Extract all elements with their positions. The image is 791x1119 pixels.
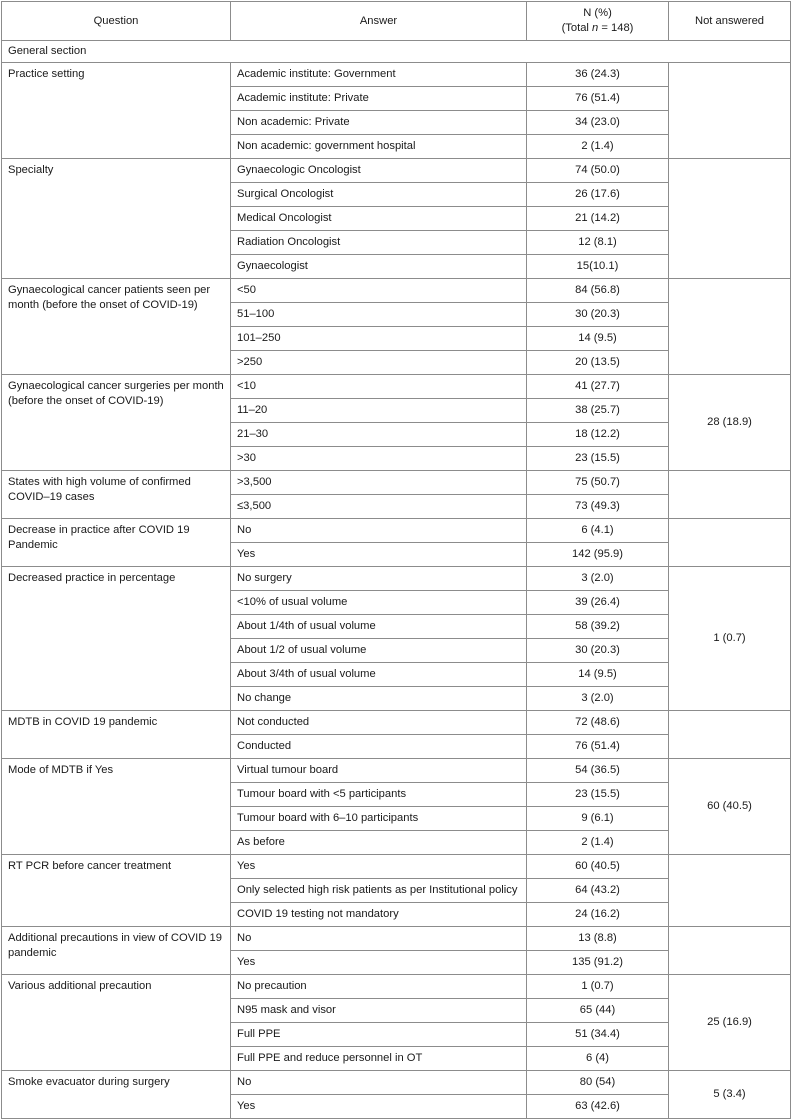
count-cell: 60 (40.5) <box>527 855 669 879</box>
count-cell: 1 (0.7) <box>527 975 669 999</box>
total-label: (Total n = 148) <box>561 22 634 34</box>
not-answered-cell: 60 (40.5) <box>669 759 791 855</box>
count-cell: 12 (8.1) <box>527 231 669 255</box>
table-row <box>2 975 791 999</box>
answer-cell: ≤3,500 <box>231 495 527 519</box>
answer-cell: As before <box>231 831 527 855</box>
count-cell: 76 (51.4) <box>527 735 669 759</box>
count-cell: 14 (9.5) <box>527 663 669 687</box>
count-cell: 76 (51.4) <box>527 87 669 111</box>
count-cell: 14 (9.5) <box>527 327 669 351</box>
not-answered-cell <box>669 711 791 759</box>
count-cell: 73 (49.3) <box>527 495 669 519</box>
count-cell: 23 (15.5) <box>527 783 669 807</box>
answer-cell: 51–100 <box>231 303 527 327</box>
question-cell: Specialty <box>2 159 231 279</box>
count-cell: 34 (23.0) <box>527 111 669 135</box>
answer-cell: Academic institute: Private <box>231 87 527 111</box>
answer-cell: <50 <box>231 279 527 303</box>
question-cell: MDTB in COVID 19 pandemic <box>2 711 231 759</box>
question-column-header: Question <box>2 2 231 41</box>
answer-cell: Gynaecologist <box>231 255 527 279</box>
question-cell: Additional precautions in view of COVID 19 pandemic <box>2 927 231 975</box>
table-row <box>2 471 791 495</box>
not-answered-cell: 1 (0.7) <box>669 567 791 711</box>
answer-cell: <10 <box>231 375 527 399</box>
table-header <box>2 2 791 41</box>
answer-cell: <10% of usual volume <box>231 591 527 615</box>
question-cell: Gynaecological cancer patients seen per month (before the onset of COVID-19) <box>2 279 231 375</box>
count-cell: 142 (95.9) <box>527 543 669 567</box>
count-cell: 74 (50.0) <box>527 159 669 183</box>
header-row <box>2 2 791 41</box>
count-cell: 38 (25.7) <box>527 399 669 423</box>
not-answered-cell <box>669 855 791 927</box>
question-cell: Mode of MDTB if Yes <box>2 759 231 855</box>
count-cell: 15(10.1) <box>527 255 669 279</box>
count-header-label: N (%) <box>583 7 612 19</box>
answer-cell: Surgical Oncologist <box>231 183 527 207</box>
count-cell: 39 (26.4) <box>527 591 669 615</box>
answer-cell: >30 <box>231 447 527 471</box>
count-cell: 75 (50.7) <box>527 471 669 495</box>
answer-cell: About 1/4th of usual volume <box>231 615 527 639</box>
not-answered-cell <box>669 159 791 279</box>
count-cell: 84 (56.8) <box>527 279 669 303</box>
answer-cell: Tumour board with <5 participants <box>231 783 527 807</box>
answer-cell: Gynaecologic Oncologist <box>231 159 527 183</box>
question-cell: States with high volume of confirmed COVID–19 cases <box>2 471 231 519</box>
answer-cell: N95 mask and visor <box>231 999 527 1023</box>
count-cell: 20 (13.5) <box>527 351 669 375</box>
count-column-header <box>527 2 669 41</box>
answer-cell: About 1/2 of usual volume <box>231 639 527 663</box>
answer-cell: 11–20 <box>231 399 527 423</box>
answer-cell: No <box>231 927 527 951</box>
not-answered-column-header: Not answered <box>669 2 791 41</box>
not-answered-cell <box>669 279 791 375</box>
count-cell: 9 (6.1) <box>527 807 669 831</box>
answer-cell: No change <box>231 687 527 711</box>
answer-cell: Non academic: government hospital <box>231 135 527 159</box>
count-cell: 2 (1.4) <box>527 831 669 855</box>
answer-cell: Non academic: Private <box>231 111 527 135</box>
answer-cell: Yes <box>231 951 527 975</box>
not-answered-cell <box>669 63 791 159</box>
count-cell: 13 (8.8) <box>527 927 669 951</box>
answer-cell: Tumour board with 6–10 participants <box>231 807 527 831</box>
table-row <box>2 375 791 399</box>
answer-cell: Yes <box>231 543 527 567</box>
count-cell: 18 (12.2) <box>527 423 669 447</box>
answer-cell: No precaution <box>231 975 527 999</box>
table-row <box>2 567 791 591</box>
count-cell: 23 (15.5) <box>527 447 669 471</box>
question-cell: RT PCR before cancer treatment <box>2 855 231 927</box>
answer-cell: Radiation Oncologist <box>231 231 527 255</box>
table-row <box>2 855 791 879</box>
table-row <box>2 63 791 87</box>
count-cell: 135 (91.2) <box>527 951 669 975</box>
answer-cell: >3,500 <box>231 471 527 495</box>
not-answered-cell: 28 (18.9) <box>669 375 791 471</box>
question-cell: Gynaecological cancer surgeries per month (before the onset of COVID-19) <box>2 375 231 471</box>
table-body <box>2 41 791 1119</box>
answer-cell: No <box>231 519 527 543</box>
table-row <box>2 927 791 951</box>
answer-cell: No <box>231 1071 527 1095</box>
answer-cell: Virtual tumour board <box>231 759 527 783</box>
answer-cell: 101–250 <box>231 327 527 351</box>
question-cell: Decreased practice in percentage <box>2 567 231 711</box>
count-cell: 54 (36.5) <box>527 759 669 783</box>
not-answered-cell: 25 (16.9) <box>669 975 791 1071</box>
not-answered-cell <box>669 927 791 975</box>
count-cell: 36 (24.3) <box>527 63 669 87</box>
count-cell: 6 (4) <box>527 1047 669 1071</box>
answer-cell: Full PPE and reduce personnel in OT <box>231 1047 527 1071</box>
count-cell: 30 (20.3) <box>527 303 669 327</box>
not-answered-cell: 5 (3.4) <box>669 1071 791 1119</box>
answer-cell: Only selected high risk patients as per Institutional policy <box>231 879 527 903</box>
table-row <box>2 279 791 303</box>
answer-cell: COVID 19 testing not mandatory <box>231 903 527 927</box>
answer-cell: Conducted <box>231 735 527 759</box>
answer-cell: Academic institute: Government <box>231 63 527 87</box>
not-answered-cell <box>669 519 791 567</box>
count-cell: 80 (54) <box>527 1071 669 1095</box>
count-cell: 3 (2.0) <box>527 567 669 591</box>
total-n-symbol: n <box>592 22 599 34</box>
count-cell: 72 (48.6) <box>527 711 669 735</box>
question-cell: Smoke evacuator during surgery <box>2 1071 231 1119</box>
table-row <box>2 519 791 543</box>
answer-cell: >250 <box>231 351 527 375</box>
answer-cell: Yes <box>231 1095 527 1119</box>
count-cell: 58 (39.2) <box>527 615 669 639</box>
not-answered-cell <box>669 471 791 519</box>
table-row <box>2 159 791 183</box>
question-cell: Practice setting <box>2 63 231 159</box>
count-cell: 21 (14.2) <box>527 207 669 231</box>
answer-column-header: Answer <box>231 2 527 41</box>
table-row <box>2 711 791 735</box>
answer-cell: Yes <box>231 855 527 879</box>
count-cell: 30 (20.3) <box>527 639 669 663</box>
count-cell: 65 (44) <box>527 999 669 1023</box>
survey-results-table <box>1 1 791 1119</box>
count-cell: 41 (27.7) <box>527 375 669 399</box>
count-cell: 63 (42.6) <box>527 1095 669 1119</box>
section-row <box>2 41 791 63</box>
count-cell: 2 (1.4) <box>527 135 669 159</box>
count-cell: 24 (16.2) <box>527 903 669 927</box>
question-cell: Decrease in practice after COVID 19 Pandemic <box>2 519 231 567</box>
count-cell: 64 (43.2) <box>527 879 669 903</box>
answer-cell: 21–30 <box>231 423 527 447</box>
count-cell: 6 (4.1) <box>527 519 669 543</box>
answer-cell: Not conducted <box>231 711 527 735</box>
count-cell: 26 (17.6) <box>527 183 669 207</box>
table-row <box>2 1071 791 1095</box>
section-title: General section <box>2 41 791 63</box>
answer-cell: About 3/4th of usual volume <box>231 663 527 687</box>
table-row <box>2 759 791 783</box>
answer-cell: No surgery <box>231 567 527 591</box>
question-cell: Various additional precaution <box>2 975 231 1071</box>
answer-cell: Medical Oncologist <box>231 207 527 231</box>
count-cell: 3 (2.0) <box>527 687 669 711</box>
answer-cell: Full PPE <box>231 1023 527 1047</box>
count-cell: 51 (34.4) <box>527 1023 669 1047</box>
